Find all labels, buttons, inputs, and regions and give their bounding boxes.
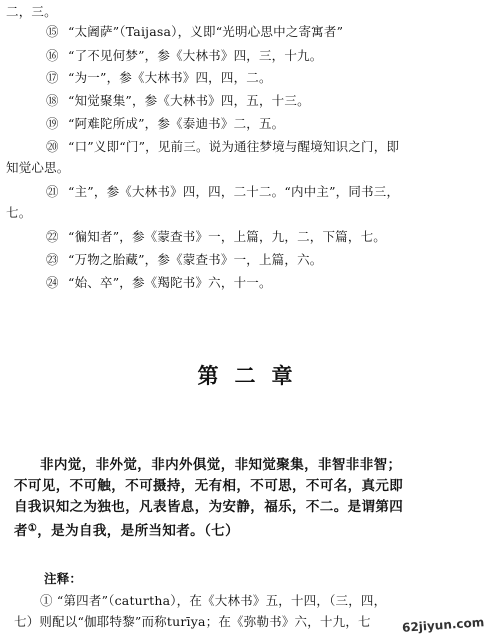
note-text: “始、卒”，参《羯陀书》六，十一。: [68, 275, 272, 290]
note-item-22: [46, 229, 386, 245]
note-item-20: [46, 139, 399, 155]
note-text: “阿难陀所成”，参《泰迪书》二，五。: [68, 116, 285, 131]
body-line-4-start: 者: [14, 523, 28, 539]
note-number: ㉔: [46, 275, 59, 290]
note-text: “为一”，参《大林书》四，四，二。: [68, 70, 272, 85]
body-line-4: [14, 520, 239, 540]
note-number: ㉓: [46, 252, 59, 267]
note-text: “知觉聚集”，参《大林书》四，五，十三。: [68, 93, 310, 108]
note-item-23: [46, 252, 322, 268]
watermark: 62jiyun.com: [401, 615, 485, 635]
note-item-16: [46, 48, 322, 64]
note-text: “口”义即“门”，见前三。说为通往梦境与醒境知识之门，即: [68, 139, 400, 154]
note-number: ⑰: [46, 70, 59, 85]
note-number: ⑯: [46, 48, 59, 63]
body-line-4-rest: ，是为自我，是所当知者。（七）: [37, 523, 240, 539]
body-line-3: 自我识知之为独也，凡表皆息，为安静，福乐，不二。是谓第四: [14, 499, 404, 515]
footnote-ref: ①: [27, 523, 38, 534]
note-item-18: [46, 93, 310, 109]
body-line-1: 非内觉，非外觉，非内外俱觉，非知觉聚集，非智非非智；: [40, 457, 402, 473]
note-item-24: [46, 275, 272, 291]
note-number: ㉒: [46, 229, 59, 244]
notes-heading: 注释：: [44, 571, 83, 586]
note-text: “了不见何梦”，参《大林书》四，三，十九。: [68, 48, 323, 63]
note-number: ⑮: [46, 24, 59, 39]
bottom-note-line-1: ① “第四者”（caturtha），在《大林书》五，十四，（三，四，: [40, 593, 387, 608]
note-text: “徧知者”，参《蒙查书》一，上篇，九，二，下篇，七。: [68, 229, 386, 244]
note-number: ⑳: [46, 139, 59, 154]
chapter-title: 第二章: [197, 363, 309, 388]
note-continuation: 二，三。: [6, 4, 57, 19]
note-number: ⑲: [46, 116, 59, 131]
note-text: “主”，参《大林书》四，四，二十二。“内中主”，同书三，: [68, 184, 400, 199]
note-text: “太阇萨”（Taijasa），义即“光明心思中之寄寓者”: [68, 24, 344, 39]
note-number: ⑱: [46, 93, 59, 108]
note-item-21: [46, 184, 399, 200]
note-number: ㉑: [46, 184, 59, 199]
note-item-17: [46, 70, 272, 86]
note-item-19: [46, 116, 284, 132]
note-item-15: [46, 24, 343, 40]
bottom-note-line-2: 七）则配以“伽耶特黎”而称turīya；在《弥勒书》六，十九，七: [14, 614, 371, 629]
note-item-21-cont: 七。: [6, 205, 32, 220]
note-item-20-cont: 知觉心思。: [6, 160, 70, 175]
body-line-2: 不可见，不可触，不可摄持，无有相，不可思，不可名，真元即: [14, 478, 404, 494]
note-text: “万物之胎藏”，参《蒙查书》一，上篇，六。: [68, 252, 323, 267]
